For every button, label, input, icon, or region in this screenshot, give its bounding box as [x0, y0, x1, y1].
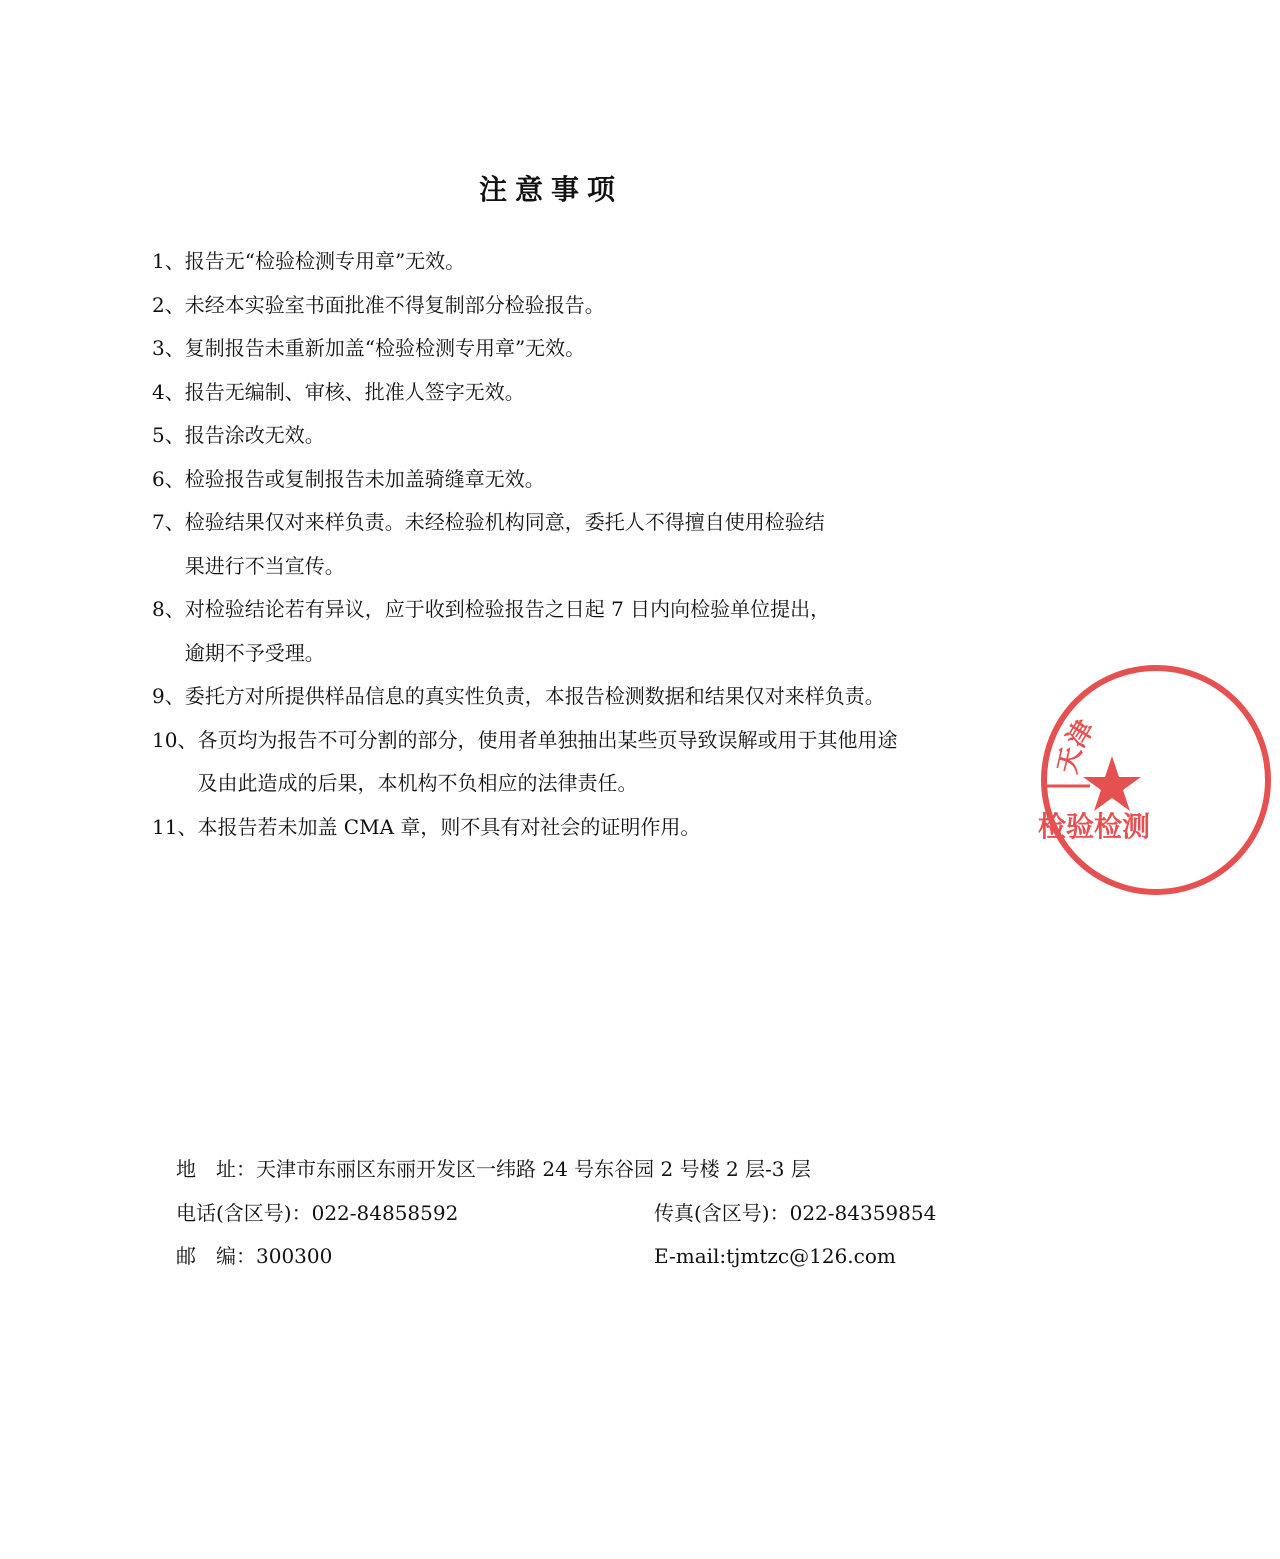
- note-number: 10、: [152, 727, 198, 752]
- postcode-text: 邮 编：300300: [176, 1244, 333, 1268]
- note-text: [185, 284, 982, 328]
- note-text: [185, 327, 982, 371]
- contact-footer: [176, 1148, 976, 1279]
- note-line: 检验结果仅对来样负责。未经检验机构同意，委托人不得擅自使用检验结: [184, 510, 825, 534]
- phone-text: 电话(含区号)：022-84858592: [176, 1200, 459, 1225]
- note-line: 委托方对所提供样品信息的真实性负责，本报告检测数据和结果仅对来样负责。: [184, 684, 885, 708]
- note-line: 本报告若未加盖 CMA 章，则不具有对社会的证明作用。: [197, 814, 701, 839]
- note-item: [152, 327, 982, 371]
- postcode-email-row: [176, 1235, 976, 1279]
- note-line: 未经本实验室书面批准不得复制部分检验报告。: [184, 292, 605, 317]
- note-line: 报告无“检验检测专用章”无效。: [184, 249, 466, 273]
- note-item: [152, 284, 982, 328]
- stamp-top-text: 天津: [1052, 714, 1101, 777]
- note-text: [197, 719, 982, 806]
- note-number: 5、: [152, 423, 185, 447]
- note-text: [185, 458, 982, 502]
- address-row: [176, 1148, 976, 1192]
- note-text: [185, 240, 982, 284]
- note-item: [152, 240, 982, 284]
- note-item: [152, 675, 982, 719]
- note-line: 各页均为报告不可分割的部分，使用者单独抽出某些页导致误解或用于其他用途: [197, 727, 898, 752]
- address-text: 地 址：天津市东丽区东丽开发区一纬路 24 号东谷园 2 号楼 2 层-3 层: [176, 1157, 811, 1181]
- note-line: 复制报告未重新加盖“检验检测专用章”无效。: [184, 336, 586, 360]
- email-text: E-mail:tjmtzc@126.com: [654, 1244, 896, 1268]
- notes-list: [152, 240, 982, 849]
- note-text: [185, 588, 982, 675]
- note-line: 报告涂改无效。: [184, 423, 325, 447]
- note-item: [152, 371, 982, 415]
- note-number: 3、: [152, 336, 185, 360]
- note-line: 果进行不当宣传。: [184, 553, 345, 578]
- note-number: 11、: [152, 814, 198, 839]
- note-item: [152, 458, 982, 502]
- note-line: 对检验结论若有异议，应于收到检验报告之日起 7 日内向检验单位提出，: [184, 597, 831, 621]
- note-line: 报告无编制、审核、批准人签字无效。: [184, 379, 525, 404]
- note-item: [152, 501, 982, 588]
- page-title: 注意事项: [478, 173, 623, 206]
- note-item: [152, 806, 982, 850]
- note-item: [152, 414, 982, 458]
- note-number: 4、: [152, 379, 185, 404]
- note-text: [197, 806, 982, 850]
- note-line: 检验报告或复制报告未加盖骑缝章无效。: [184, 466, 545, 491]
- star-icon: [1083, 756, 1141, 811]
- note-line: 及由此造成的后果，本机构不负相应的法律责任。: [197, 771, 638, 795]
- fax-text: 传真(含区号)：022-84359854: [654, 1200, 937, 1225]
- official-seal-stamp: [1040, 664, 1280, 904]
- note-item: [152, 719, 982, 806]
- phone-fax-row: [176, 1192, 976, 1236]
- note-text: [185, 501, 982, 588]
- note-text: [185, 371, 982, 415]
- note-line: 逾期不予受理。: [184, 640, 325, 665]
- note-text: [185, 414, 982, 458]
- stamp-bottom-text: 检验检测: [1038, 810, 1151, 843]
- note-number: 6、: [152, 466, 185, 491]
- note-number: 1、: [152, 249, 185, 273]
- note-item: [152, 588, 982, 675]
- note-text: [185, 675, 982, 719]
- note-number: 7、: [152, 510, 185, 534]
- note-number: 2、: [152, 292, 185, 317]
- note-number: 8、: [152, 597, 185, 621]
- note-number: 9、: [152, 684, 185, 708]
